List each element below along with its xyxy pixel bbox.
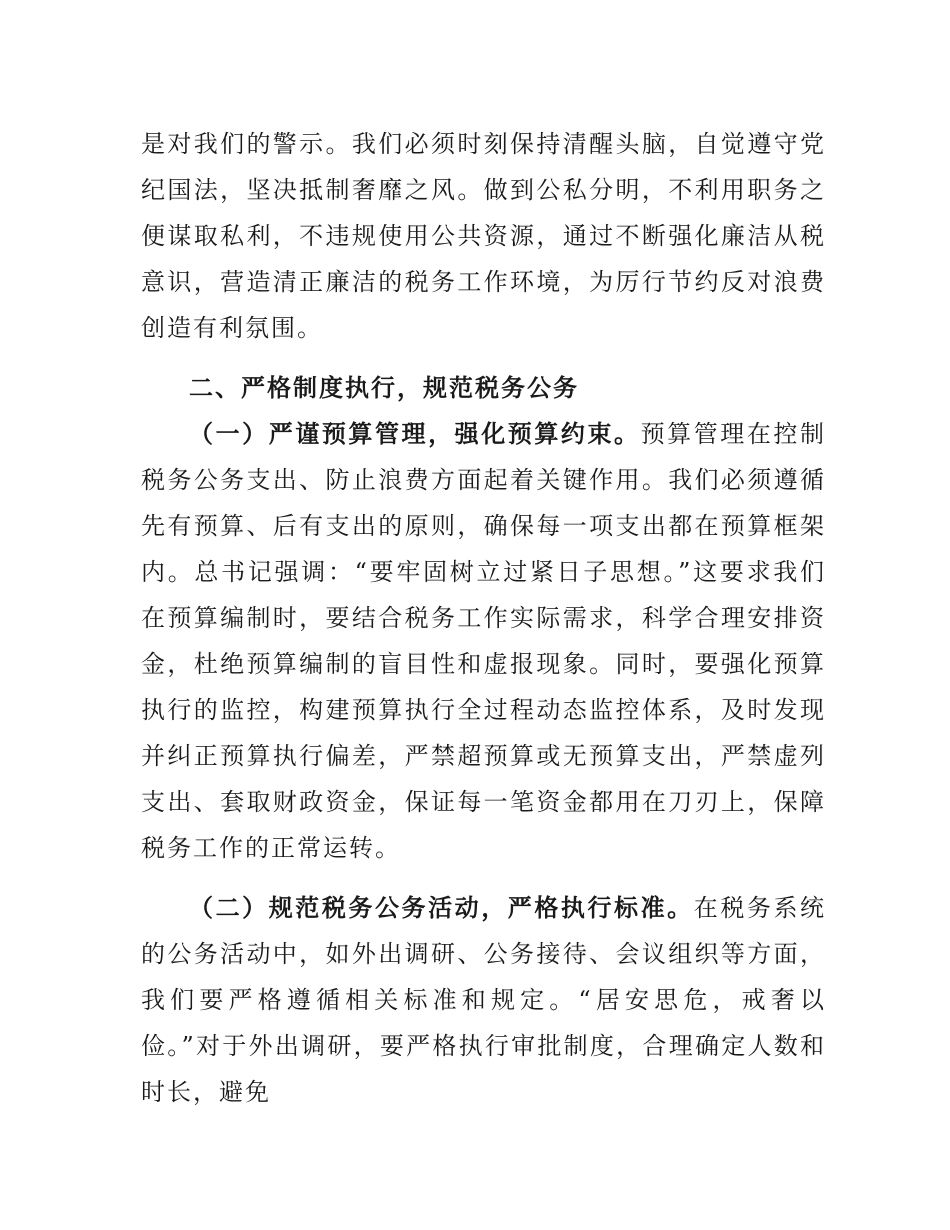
subsection-1-title: （一）严谨预算管理，强化预算约束。	[189, 420, 641, 448]
document-body	[141, 121, 826, 1115]
subsection-2-paragraph	[141, 885, 826, 1115]
subsection-1-paragraph	[141, 411, 826, 871]
section-heading: 二、严格制度执行，规范税务公务	[189, 374, 579, 402]
subsection-1-body: 预算管理在控制税务公务支出、防止浪费方面起着关键作用。我们必须遵循先有预算、后有支出的原则，确保每一项支出都在预算框架内。总书记强调：“要牢固树立过紧日子思想。”这要求我们在预算编制时，要结合税务工作实际需求，科学合理安排资金，杜绝预算编制的盲目性和虚报现象。同时，要强化预算执行的监控，构建预算执行全过程动态监控体系，及时发现并纠正预算执行偏差，严禁超预算或无预算支出，严禁虚列支出、套取财政资金，保证每一笔资金都用在刀刃上，保障税务工作的正常运转。	[141, 420, 827, 862]
subsection-2-title: （二）规范税务公务活动，严格执行标准。	[189, 894, 694, 922]
subsection-2-body: 在税务系统的公务活动中，如外出调研、公务接待、会议组织等方面，我们要严格遵循相关标准和规定。“居安思危，戒奢以俭。”对于外出调研，要严格执行审批制度，合理确定人数和时长，避免	[141, 894, 827, 1106]
paragraph-continuation: 是对我们的警示。我们必须时刻保持清醒头脑，自觉遵守党纪国法，坚决抵制奢靡之风。做到公私分明，不利用职务之便谋取私利，不违规使用公共资源，通过不断强化廉洁从税意识，营造清正廉洁的税务工作环境，为厉行节约反对浪费创造有利氛围。	[141, 130, 826, 342]
